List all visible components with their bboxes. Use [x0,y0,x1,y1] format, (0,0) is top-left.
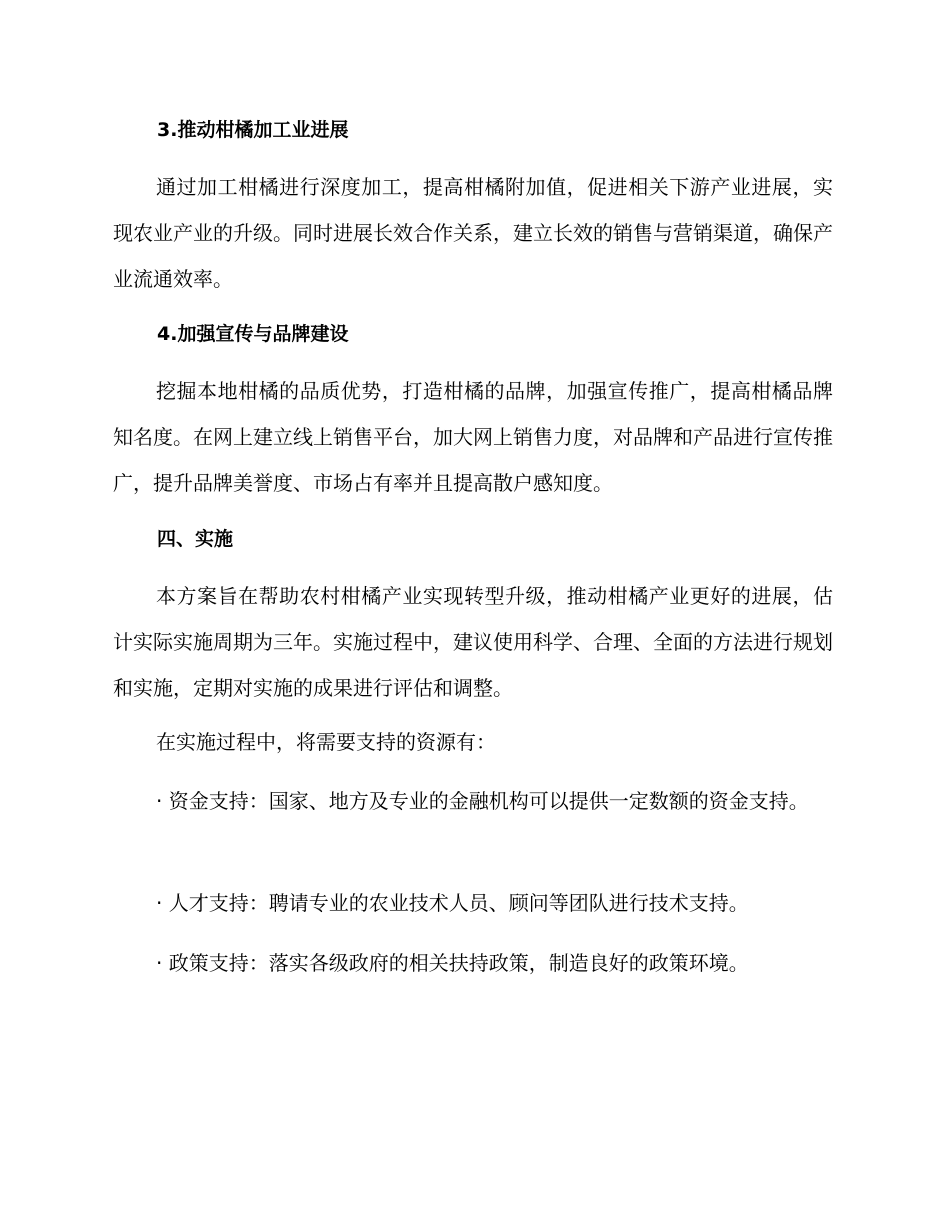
resource-item-talent: · 人才支持：聘请专业的农业技术人员、顾问等团队进行技术支持。 [156,891,749,915]
resource-item-policy: · 政策支持：落实各级政府的相关扶持政策，制造良好的政策环境。 [156,951,749,975]
section-paragraph-4: 挖掘本地柑橘的品质优势，打造柑橘的品牌，加强宣传推广，提高柑橘品牌知名度。在网上建立线上销售平台，加大网上销售力度，对品牌和产品进行宣传推广，提升品牌美誉度、市场占有率并且提高散户感知度。 [113,379,833,495]
implementation-paragraph: 本方案旨在帮助农村柑橘产业实现转型升级，推动柑橘产业更好的进展，估计实际实施周期为三年。实施过程中，建议使用科学、合理、全面的方法进行规划和实施，定期对实施的成果进行评估和调整。 [113,584,833,700]
resources-intro: 在实施过程中，将需要支持的资源有： [156,730,496,754]
implementation-heading: 四、实施 [157,528,234,550]
section-heading-3: 3.推动柑橘加工业进展 [157,119,349,141]
resource-item-funding: · 资金支持：国家、地方及专业的金融机构可以提供一定数额的资金支持。 [156,789,809,813]
section-heading-4: 4.加强宣传与品牌建设 [157,323,349,345]
section-paragraph-3: 通过加工柑橘进行深度加工，提高柑橘附加值，促进相关下游产业进展，实现农业产业的升级。同时进展长效合作关系，建立长效的销售与营销渠道，确保产业流通效率。 [113,175,833,291]
